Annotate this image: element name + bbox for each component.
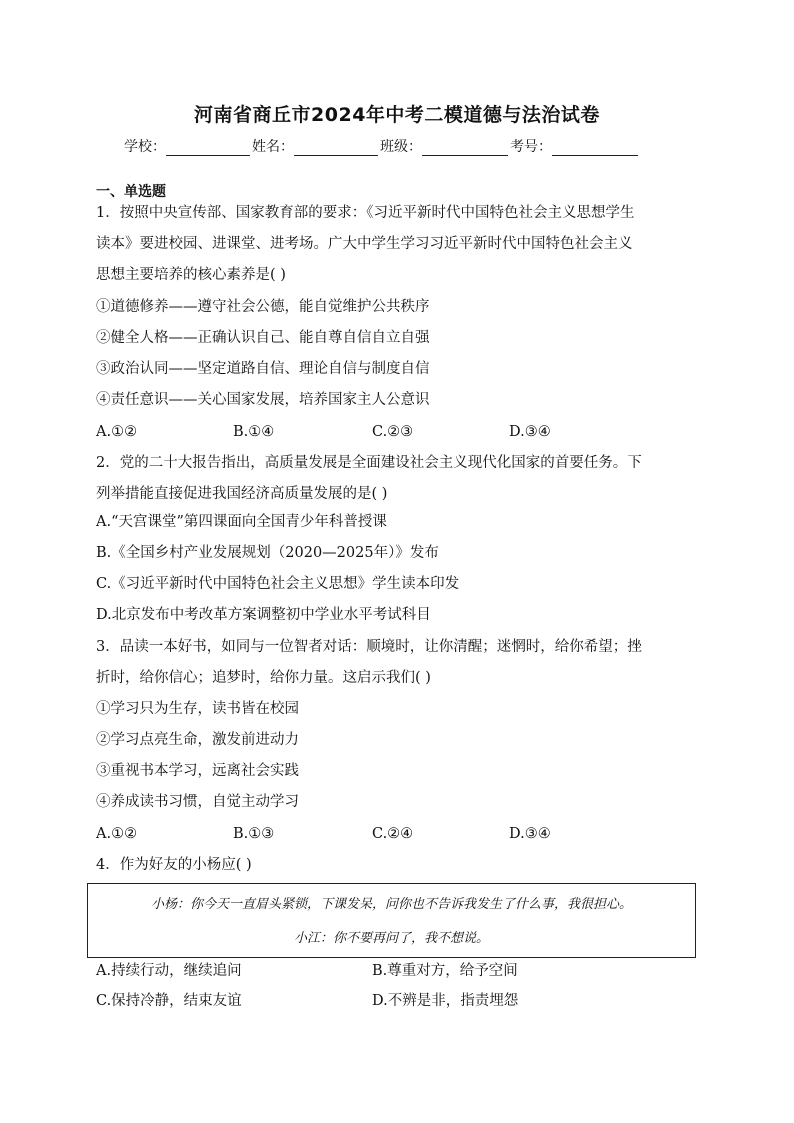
page-title: 河南省商丘市2024年中考二模道德与法治试卷	[194, 104, 600, 126]
class-label: 班级：	[380, 139, 422, 155]
q3-option-d[interactable]: D.③④	[509, 826, 551, 842]
q3-stem-line: 3．品读一本好书，如同与一位智者对话：顺境时，让你清醒；迷惘时，给你希望；挫	[96, 639, 642, 655]
q3-option-b[interactable]: B.①③	[233, 826, 275, 842]
q4-option-c[interactable]: C.保持冷静，结束友谊	[96, 993, 242, 1009]
q4-options-row-1	[96, 961, 696, 981]
q3-item: ③重视书本学习，远离社会实践	[96, 763, 299, 779]
q2-option-d[interactable]: D.北京发布中考改革方案调整初中学业水平考试科目	[96, 607, 431, 623]
class-blank[interactable]	[422, 141, 508, 156]
q1-item: ③政治认同——坚定道路自信、理论自信与制度自信	[96, 361, 430, 377]
q2-option-b[interactable]: B.《全国乡村产业发展规划（2020—2025年）》发布	[96, 545, 439, 561]
q3-options	[96, 824, 696, 844]
section-heading: 一、单选题	[96, 184, 166, 200]
dialog-box	[87, 883, 696, 958]
q2-stem-line: 列举措能直接促进我国经济高质量发展的是( )	[96, 486, 388, 502]
q3-option-a[interactable]: A.①②	[96, 826, 138, 842]
q3-option-c[interactable]: C.②④	[372, 826, 414, 842]
q1-option-d[interactable]: D.③④	[509, 424, 551, 440]
school-blank[interactable]	[166, 141, 250, 156]
q2-stem-line: 2．党的二十大报告指出，高质量发展是全面建设社会主义现代化国家的首要任务。下	[96, 455, 642, 471]
q4-options-row-2	[96, 991, 696, 1011]
q1-option-b[interactable]: B.①④	[233, 424, 275, 440]
q4-option-b[interactable]: B.尊重对方，给予空间	[372, 963, 518, 979]
q4-option-d[interactable]: D.不辨是非，指责埋怨	[372, 993, 519, 1009]
q2-option-c[interactable]: C.《习近平新时代中国特色社会主义思想》学生读本印发	[96, 576, 460, 592]
q4-stem: 4．作为好友的小杨应( )	[96, 857, 252, 873]
number-blank[interactable]	[552, 141, 638, 156]
dialog-line-xiaoyang: 小杨：你今天一直眉头紧锁，下课发呆，问你也不告诉我发生了什么事，我很担心。	[150, 897, 632, 912]
school-label: 学校：	[124, 139, 166, 155]
q4-option-a[interactable]: A.持续行动，继续追问	[96, 963, 242, 979]
q3-item: ①学习只为生存，读书皆在校园	[96, 701, 299, 717]
q3-stem-line: 折时，给你信心；追梦时，给你力量。这启示我们( )	[96, 670, 431, 686]
student-info-row	[124, 136, 640, 156]
q1-item: ④责任意识——关心国家发展，培养国家主人公意识	[96, 392, 430, 408]
q1-option-a[interactable]: A.①②	[96, 424, 138, 440]
name-label: 姓名：	[252, 139, 294, 155]
name-blank[interactable]	[294, 141, 378, 156]
q1-stem-line: 读本》要进校园、进课堂、进考场。广大中学生学习习近平新时代中国特色社会主义	[96, 236, 633, 252]
q1-item: ①道德修养——遵守社会公德，能自觉维护公共秩序	[96, 299, 430, 315]
number-label: 考号：	[510, 139, 552, 155]
q1-options	[96, 422, 696, 442]
q3-item: ④养成读书习惯，自觉主动学习	[96, 794, 299, 810]
q1-option-c[interactable]: C.②③	[372, 424, 414, 440]
q1-item: ②健全人格——正确认识自己、能自尊自信自立自强	[96, 330, 430, 346]
q1-stem-line: 思想主要培养的核心素养是( )	[96, 267, 286, 283]
q2-option-a[interactable]: A.“天宫课堂”第四课面向全国青少年科普授课	[96, 514, 387, 530]
q1-stem-line: 1．按照中央宣传部、国家教育部的要求：《习近平新时代中国特色社会主义思想学生	[96, 205, 635, 221]
dialog-line-xiaojiang: 小江：你不要再问了，我不想说。	[293, 931, 489, 946]
q3-item: ②学习点亮生命，激发前进动力	[96, 732, 299, 748]
